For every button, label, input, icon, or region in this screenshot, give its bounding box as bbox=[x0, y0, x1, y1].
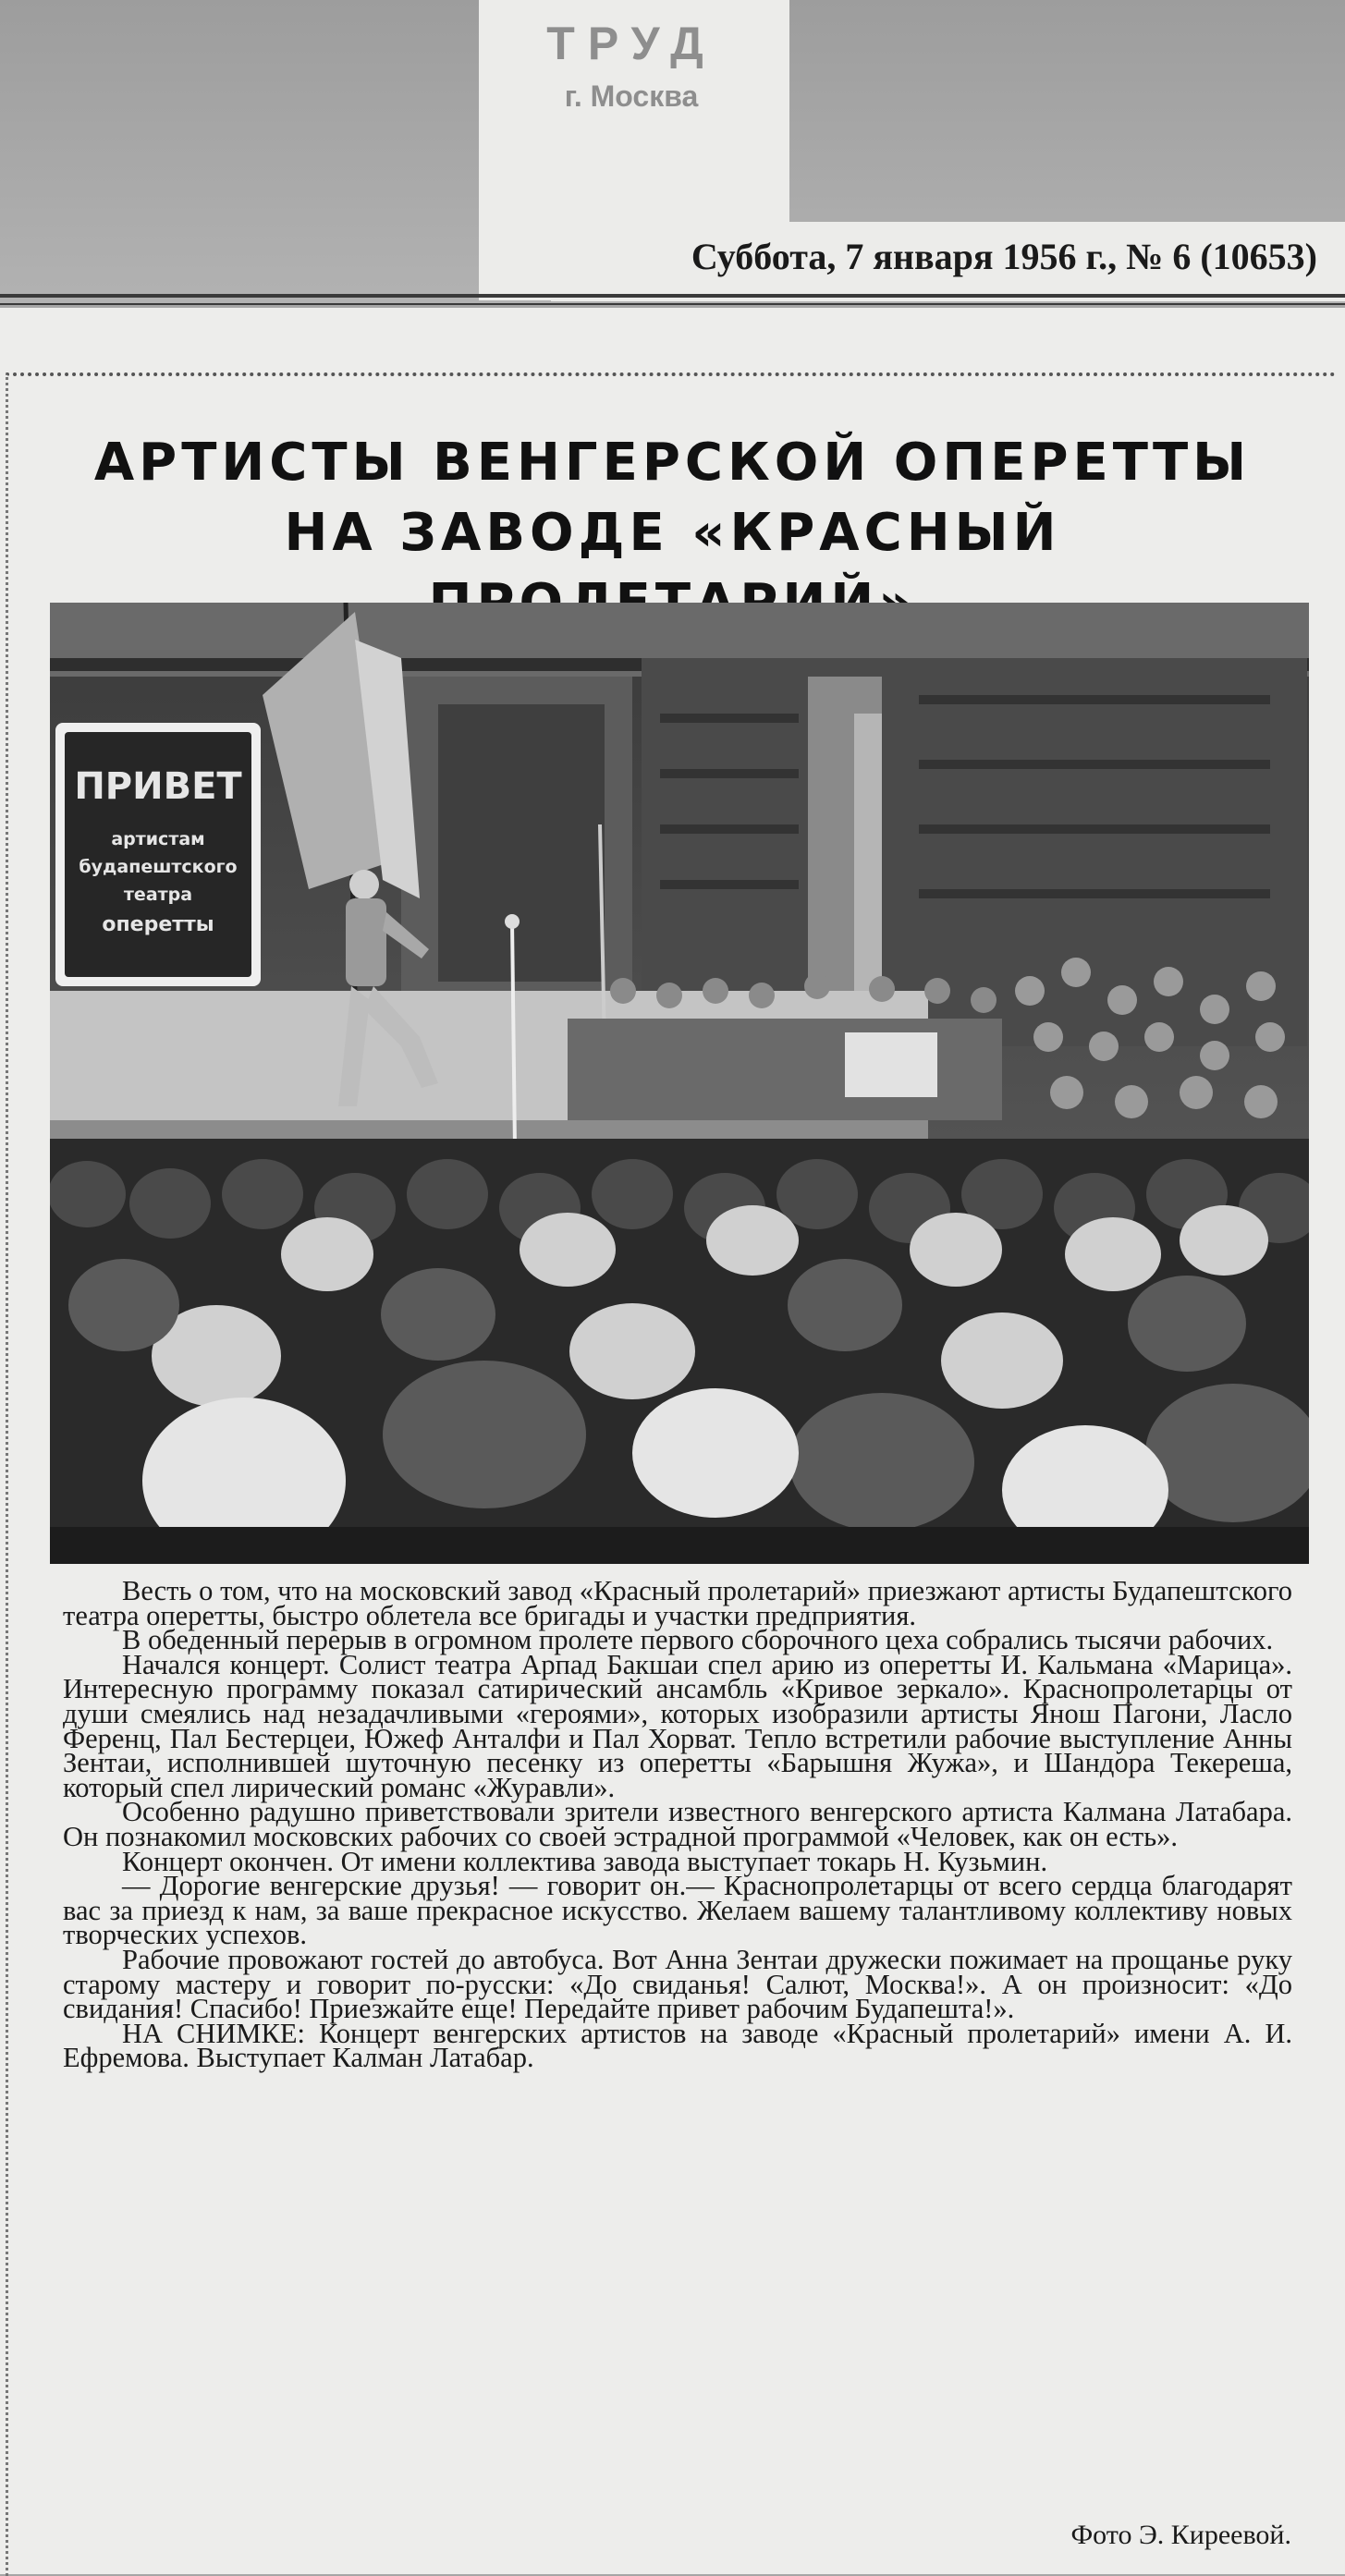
issue-dateline: Суббота, 7 января 1956 г., № 6 (10653) bbox=[691, 236, 1317, 277]
top-rule-thin bbox=[0, 303, 1345, 305]
concert-photo bbox=[50, 603, 1309, 1564]
banner-line-3: будапештского bbox=[79, 857, 238, 877]
article-paragraph: Начался концерт. Солист театра Арпад Бакшаи спел арию из оперетты И. Кальмана «Марица». Интересную программу показал сатирический ансамбль «Кривое зеркало». Краснопролетарцы от души смеялись над незадачливыми «героями», которых изобразили артисты Янош Пагони, Ласло Ференц, Пал Бестерцеи, Южеф Анталфи и Пал Хорват. Тепло встретили рабочие выступление Анны Зентаи, исполнившей шуточную песенку из оперетты «Барышня Жужа», и Шандора Текереша, который спел лирический романс «Журавли». bbox=[63, 1648, 1292, 1803]
stamp-city: г. Москва bbox=[564, 79, 699, 113]
banner-line-4: театра bbox=[123, 885, 193, 905]
article-paragraph: Концерт окончен. От имени коллектива завода выступает токарь Н. Кузьмин. bbox=[122, 1845, 1048, 1877]
article-body bbox=[63, 1575, 1292, 2074]
stamp-newspaper-name: ТРУД bbox=[546, 18, 716, 69]
banner-line-1: ПРИВЕТ bbox=[74, 765, 242, 808]
article-paragraph: В обеденный перерыв в огромном пролете первого сборочного цеха собрались тысячи рабочих. bbox=[122, 1624, 1274, 1656]
banner-line-2: артистам bbox=[111, 829, 205, 849]
article-paragraph: Особенно радушно приветствовали зрители известного венгерского артиста Калмана Латабара. Он познакомил московских рабочих со своей эстрадной программой «Человек, как он есть». bbox=[63, 1796, 1292, 1852]
concert-photo-image bbox=[50, 603, 1309, 1564]
dateline-strip bbox=[551, 222, 1345, 301]
article-paragraph: — Дорогие венгерские друзья! — говорит он.— Краснопролетарцы от всего сердца благодарят вас за приезд к нам, за ваше прекрасное искусство. Желаем вашему талантливому коллективу новых творческих успехов. bbox=[63, 1870, 1292, 1951]
top-rule bbox=[0, 294, 1345, 298]
newspaper-clipping bbox=[0, 308, 1345, 2574]
headline-line-2: НА ЗАВОДЕ «КРАСНЫЙ bbox=[284, 503, 1061, 563]
article-paragraph: Рабочие провожают гостей до автобуса. Вот Анна Зентаи дружески пожимает на прощанье руку старому мастеру и говорит по-русски: «До свиданья! Салют, Москва!». А он произносит: «До свидания! Спасибо! Приезжайте еще! Передайте привет рабочим Будапешта!». bbox=[63, 1943, 1292, 2025]
article-paragraph: Весть о том, что на московский завод «Красный пролетарий» приезжают артисты Будапештского театра оперетты, быстро облетела все бригады и участки предприятия. bbox=[63, 1575, 1292, 1631]
banner-line-5: оперетты bbox=[102, 913, 214, 936]
photo-credit: Фото Э. Киреевой. bbox=[1070, 2520, 1291, 2550]
photo-caption: НА СНИМКЕ: Концерт венгерских артистов на заводе «Красный пролетарий» имени А. И. Ефремова. Выступает Калман Латабар. bbox=[63, 2017, 1292, 2074]
headline-line-1: АРТИСТЫ ВЕНГЕРСКОЙ ОПЕРЕТТЫ bbox=[93, 433, 1252, 493]
